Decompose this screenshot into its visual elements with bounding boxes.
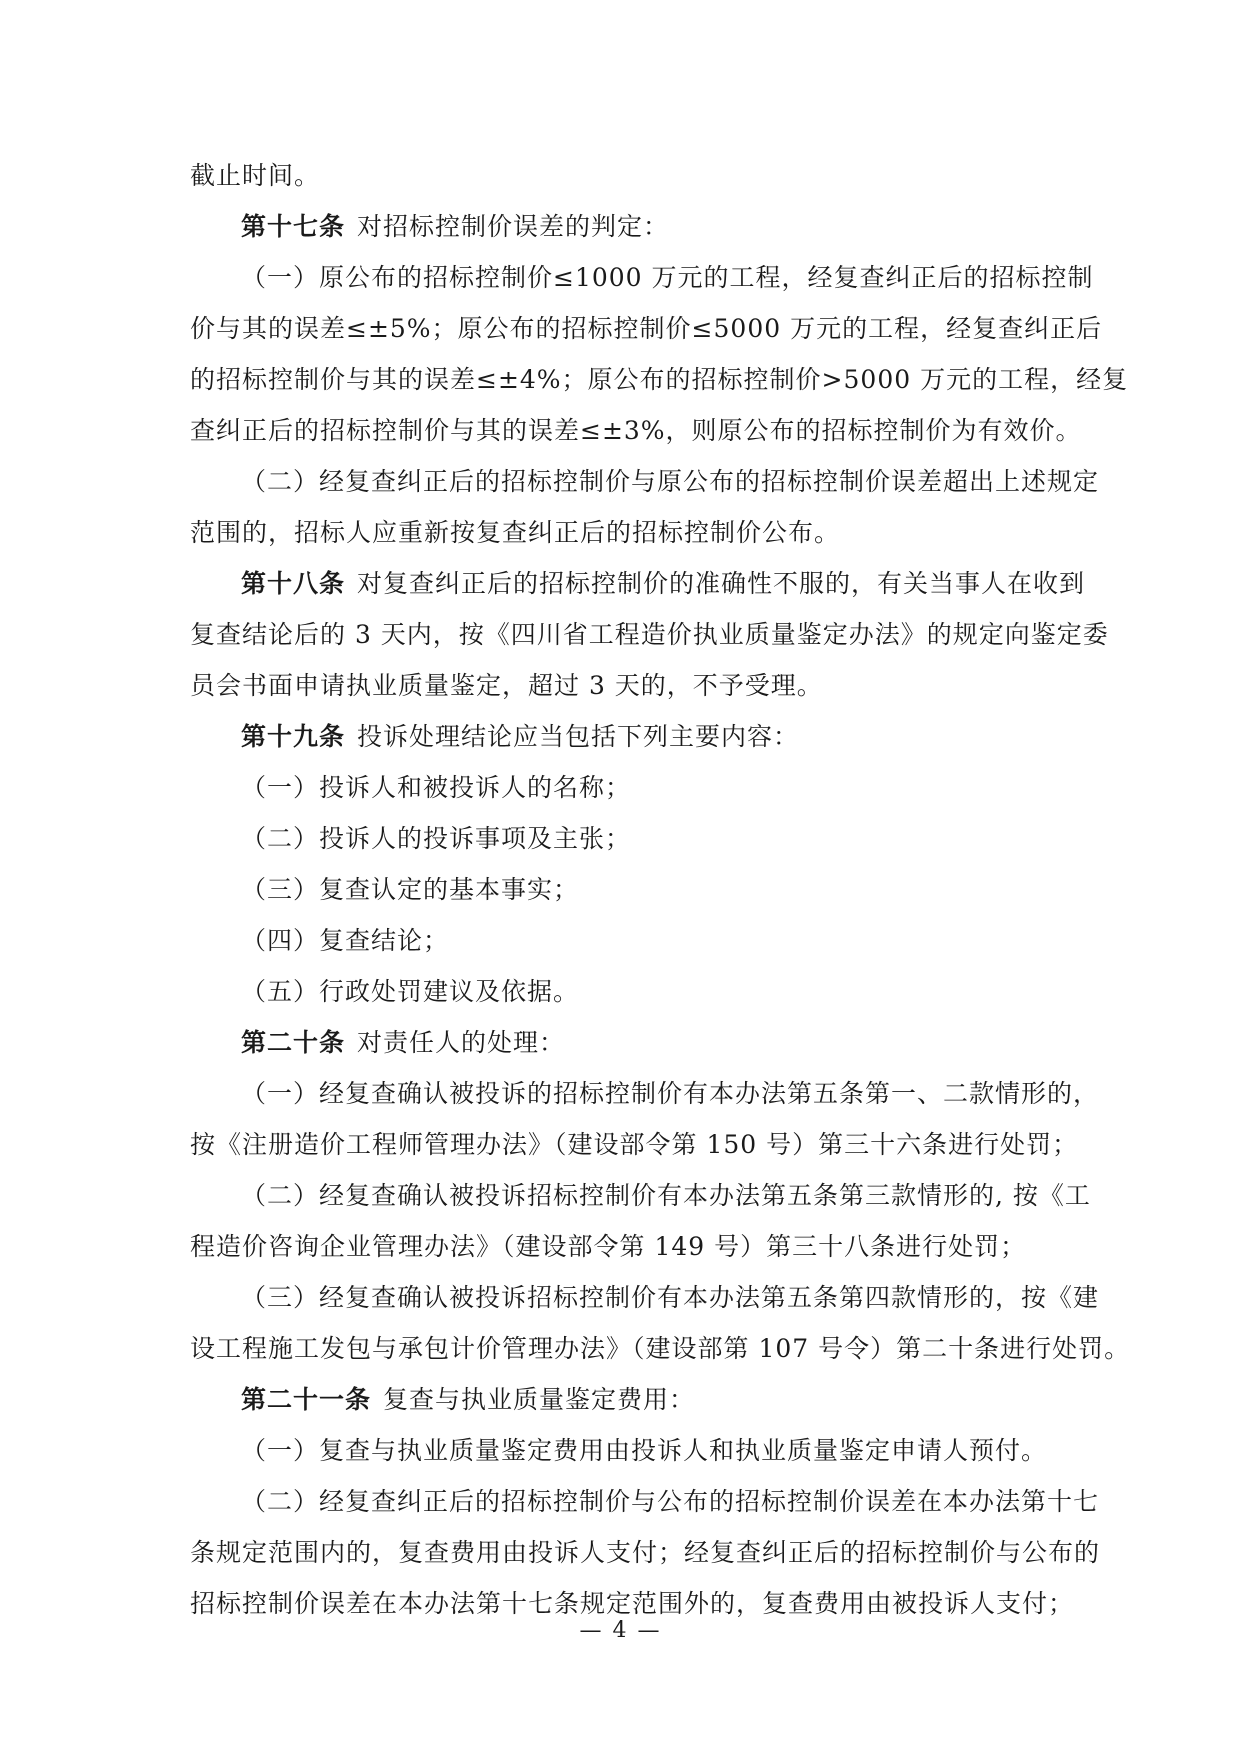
article-number: 第十九条: [241, 722, 346, 751]
paragraph-line: （三）经复查确认被投诉招标控制价有本办法第五条第四款情形的，按《建: [241, 1283, 1100, 1312]
article-text: 对复查纠正后的招标控制价的准确性不服的，有关当事人在收到: [357, 569, 1086, 598]
paragraph-line: （二）经复查确认被投诉招标控制价有本办法第五条第三款情形的, 按《工: [241, 1181, 1091, 1210]
paragraph-line: 截止时间。: [190, 161, 321, 190]
paragraph-line: 按《注册造价工程师管理办法》（建设部令第 150 号）第三十六条进行处罚；: [190, 1130, 1079, 1159]
paragraph-line: 程造价咨询企业管理办法》（建设部令第 149 号）第三十八条进行处罚；: [190, 1232, 1027, 1261]
article-20-heading: [190, 1017, 1070, 1068]
article-text: 投诉处理结论应当包括下列主要内容：: [357, 722, 800, 751]
article-19-heading: [190, 711, 1070, 762]
paragraph-line: （一）经复查确认被投诉的招标控制价有本办法第五条第一、二款情形的，: [241, 1079, 1100, 1108]
paragraph-line: （二）经复查纠正后的招标控制价与公布的招标控制价误差在本办法第十七: [241, 1487, 1100, 1516]
article-number: 第十七条: [241, 212, 346, 241]
paragraph-line: （一）复查与执业质量鉴定费用由投诉人和执业质量鉴定申请人预付。: [241, 1436, 1048, 1465]
article-number: 第十八条: [241, 569, 346, 598]
article-17-heading: [190, 201, 1070, 252]
paragraph-line: 的招标控制价与其的误差≤±4%；原公布的招标控制价>5000 万元的工程，经复: [190, 365, 1129, 394]
list-item: （五）行政处罚建议及依据。: [241, 977, 580, 1006]
paragraph-line: （二）经复查纠正后的招标控制价与原公布的招标控制价误差超出上述规定: [241, 467, 1100, 496]
page-number: — 4 —: [579, 1618, 662, 1643]
article-text: 复查与执业质量鉴定费用：: [383, 1385, 696, 1414]
paragraph-line: 复查结论后的 3 天内，按《四川省工程造价执业质量鉴定办法》的规定向鉴定委: [190, 620, 1109, 649]
paragraph-line: 范围的，招标人应重新按复查纠正后的招标控制价公布。: [190, 518, 841, 547]
article-text: 对招标控制价误差的判定：: [357, 212, 670, 241]
paragraph-line: 查纠正后的招标控制价与其的误差≤±3%，则原公布的招标控制价为有效价。: [190, 416, 1082, 445]
article-text: 对责任人的处理：: [357, 1028, 566, 1057]
list-item: （四）复查结论；: [241, 926, 450, 955]
paragraph-line: 条规定范围内的，复查费用由投诉人支付；经复查纠正后的招标控制价与公布的: [190, 1538, 1101, 1567]
paragraph-line: 招标控制价误差在本办法第十七条规定范围外的，复查费用由被投诉人支付；: [190, 1589, 1075, 1618]
list-item: （三）复查认定的基本事实；: [241, 875, 580, 904]
article-18-heading: [190, 558, 1086, 609]
paragraph-line: 价与其的误差≤±5%；原公布的招标控制价≤5000 万元的工程，经复查纠正后: [190, 314, 1103, 343]
list-item: （一）投诉人和被投诉人的名称；: [241, 773, 632, 802]
document-body: [190, 150, 1131, 1629]
paragraph-line: 设工程施工发包与承包计价管理办法》（建设部第 107 号令）第二十条进行处罚。: [190, 1334, 1131, 1363]
article-number: 第二十条: [241, 1028, 346, 1057]
paragraph-line: （一）原公布的招标控制价≤1000 万元的工程，经复查纠正后的招标控制: [241, 263, 1094, 292]
article-number: 第二十一条: [241, 1385, 372, 1414]
list-item: （二）投诉人的投诉事项及主张；: [241, 824, 632, 853]
article-21-heading: [190, 1374, 1070, 1425]
paragraph-line: 员会书面申请执业质量鉴定，超过 3 天的，不予受理。: [190, 671, 823, 700]
